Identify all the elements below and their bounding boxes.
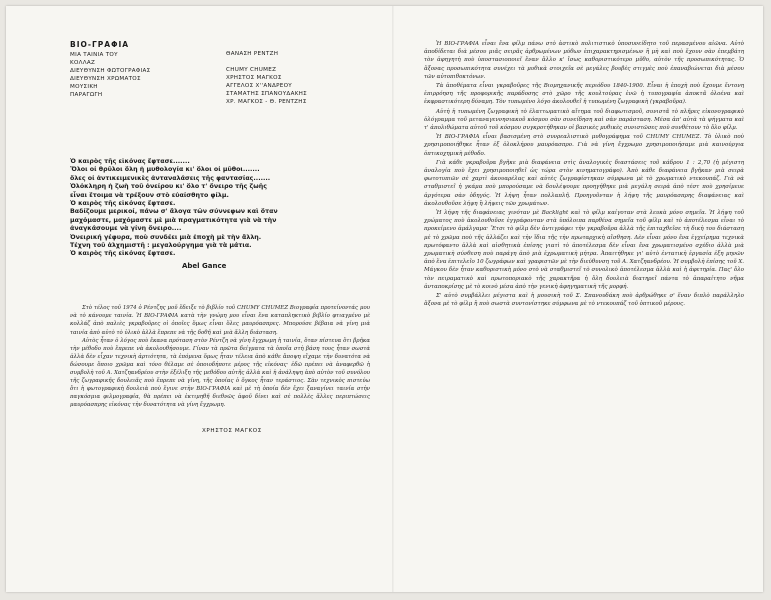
essay-paragraph: Ἡ ΒΙΟ-ΓΡΑΦΙΑ εἶναι ἕνα φίλμ πάνω στὸ ἀστικὸ πολιτιστικὸ ὑποσυνείδητο τοῦ περασμένου αἰῶνα. Αὐτὸ ἀποδίδεται διὰ μέσου μιᾶς σειρᾶς ἀρθρωμένων μύθων ἐπιχαρακτηρισμένων ἢ μὴ καὶ ποὺ ἔχουν σὰν ἐπεμβάτη τὸν ἀφηγητὴ ποὺ ὑποστασιοποιεῖ ἕναν ἄλλο κ' ἴσως καθοριστικότερο μῦθο, αὐτὸν τῆς προσωπικότητας. Ὁ ἄξονας προσωπικότητα συνέχει τὰ μυθικὰ στοιχεῖα σὲ μεγάλες βουβὲς στιγμὲς ποὺ ἐπαναβιώνεται διὰ μέσου τῶν αὐτοπιθοκτόνων. xyxy=(424,41,744,80)
essay-paragraph: Ἡ ΒΙΟ-ΓΡΑΦΙΑ εἶναι βασισμένη στὸ συνρεαλιστικὸ μυθογράφημα τοῦ CHUMY CHUMEZ. Τὸ ὑλικὸ ποὺ χρησιμοποιήθηκε ἦταν ἐξ ὁλοκλήρου μαυρόασπρο. Γιὰ νὰ γίνη ἔγχρωμο χρησιμοποιήσαμε μιὰ καινούργια ὀπτικοχημικὴ μέθοδο. xyxy=(424,134,744,157)
poem-quote xyxy=(70,158,370,270)
program-sheet xyxy=(6,6,763,592)
left-essay xyxy=(70,304,370,409)
credit-name: ΑΓΓΕΛΟΣ Χ''ΑΝΔΡΕΟΥ xyxy=(226,83,293,89)
poem-line: Ὁλόκληρη ἡ ζωὴ τοῦ ὀνείρου κι' ὅλο τ' ὄνειρο τῆς ζωῆς xyxy=(70,183,267,191)
credit-name: ΣΤΑΜΑΤΗΣ ΣΠΑΝΟΥΔΑΚΗΣ xyxy=(226,91,307,97)
poem-line: Βαδίζουμε μερικοί, πάνω σ' ἄλογα τῶν σύννεφων καὶ ὅταν xyxy=(70,208,278,216)
poem-line: Ὅλοι οἱ θρῦλοι ὅλη ἡ μυθολογία κι' ὅλοι οἱ μῦθοι....... xyxy=(70,166,260,174)
essay-paragraph: Γιὰ κάθε γκραβοῦρα βγῆκε μιὰ διαφάνεια στὶς ἀναλογικὲς διαστάσεις τοῦ κάδρου 1 : 2,70 (ἡ μέγιστη ἀναλογία ποὺ ἔχει χρησιμοποιηθεῖ ὡς τώρα στὸν κινηματογράφο). Ἀπὸ κάθε διαφάνεια βγῆκαν μιὰ σειρὰ φωτοτυπιῶν σὲ χαρτὶ ἀκουαρέλας καὶ αὐτὲς ζωγραφίστηκαν σύμφωνα μὲ τὸ χρωματικὸ ντεκουπάζ. Γιὰ νὰ σταθμιστεῖ ἡ γκάμα ποὺ μπορούσαμε νὰ δουλέψουμε προηγήθηκε μιὰ μεγάλη σειρὰ ἀπὸ τέστ ποὺ χρησίμευε ἀργότερα σὰν ὁδηγός. Ἡ λήψη ἦταν πολλαπλῆ. Προηγοῦνταν ἡ λήψη τῆς μαυρόασπρης διαφάνειας καὶ ἀκολουθοῦσε λήψη ἢ λήψεις τῶν χρωμάτων. xyxy=(424,159,744,207)
credit-role: ΜΙΑ ΤΑΙΝΙΑ ΤΟΥ xyxy=(70,52,118,58)
essay-paragraph: Στὸ τέλος τοῦ 1974 ὁ Ρέντζης μοῦ ἔδειξε τὸ βιβλίο τοῦ CHUMY CHUMEZ Βιογραφία προτείνοντάς μου νὰ τὸ κάνουμε ταινία. Ἡ ΒΙΟ-ΓΡΑΦΙΑ κατὰ τὴν γνώμη μου εἶναι ἕνα καταπληκτικὸ βιβλίο φτιαγμένο μὲ κολλάζ ἀπὸ παλιὲς γκραβοῦρες οἱ ὁποῖες ὅμως εἶναι ὅλες μαυρόασπρες. Μπορούσε βέβαια νὰ γίνη μιὰ ταινία ἀπὸ αὐτὸ τὸ ὑλικὸ ἀλλὰ ἔπρεπε νὰ τῆς δοθῆ καὶ μιὰ ἄλλη διάσταση. xyxy=(70,305,370,336)
poem-line: Ὁ καιρὸς τῆς εἰκόνας ἔφτασε. xyxy=(70,200,176,208)
essay-paragraph: Αὐτὴ ἡ τυπωμένη ζωγραφικὴ τὸ ἐλαττωματικὸ αἴτημα τοῦ διαφωτισμοῦ, συνιστᾶ τὸ πλῆρες εἰκονογραφικὸ ὁλόγραμμα τοῦ μεταναγεννησιακοῦ κόσμου σὰν συνείδηση καὶ σὰν παράσταση. Μέσα ἀπ' αὐτὰ τὰ ψήγματα καὶ τ' ἀπολιθώματα αὐτοῦ τοῦ κόσμου συγκροτήθηκαν οἱ βασικὲς μυθικὲς συνιστῶσες ποὺ συνθέτουν τὸ ὅλο φίλμ. xyxy=(424,108,744,132)
credit-names xyxy=(226,50,356,106)
signature: ΧΡΗΣΤΟΣ ΜΑΓΚΟΣ xyxy=(202,427,262,434)
credit-role: ΚΟΛΛΑΖ xyxy=(70,60,96,66)
credits-block xyxy=(70,51,370,106)
poem-author: Abel Gance xyxy=(182,261,227,270)
essay-paragraph: Τὰ ἀποθέματα εἶναι γκραβοῦρες τῆς Βιομηχανικῆς περιόδου 1840-1900. Εἶναι ἡ ἐποχὴ ποὺ ἔχουμε ἔντονη ἐπιρρόηση τῆς προφορικῆς παράδοσης στὸ χῶρο τῆς κουλτούρας ἐνῶ ἡ τυπογραφία ἀποκτᾶ ὁλοένα καὶ ἐκφραστικότερη δύναμη. Τὸν τυπωμένο λόγο ἀκολουθεῖ ἡ τυπωμένη ζωγραφικὴ (γκραβοῦρα). xyxy=(424,83,744,106)
poem-line: Ὀνειρική γέφυρα, ποὺ συνδέει μιὰ ἐποχὴ μὲ τὴν ἄλλη. xyxy=(70,233,262,241)
center-fold xyxy=(392,6,394,592)
poem-line: Ὁ καιρὸς τῆς εἰκόνας ἔφτασε. xyxy=(70,250,176,258)
poem-line: Τέχνη τοῦ ἀλχημιστῆ : μεγαλούργημα γιὰ τὰ μάτια. xyxy=(70,242,252,250)
essay-paragraph: Ἡ λήψη τῆς διαφάνειας γινόταν μὲ Backlight καὶ τὸ φίλμ καίγοταν στὰ λευκὰ μόνο σημεῖα. Ἡ λήψη τοῦ χρώματος ποὺ ἀκολουθοῦσε ἐγγράφονταν στὰ ὑπόλοιπα παρθένα σημεῖα τοῦ φίλμ καὶ τὸ ἀποτέλεσμα εἶναι τὸ προκείμενο ἀμάλγαμα· Ἔτσι τὸ φίλμ δὲν ἀντιγράφει τὴν γκραβοῦρα ἀλλὰ τῆς ἐπιταχθεῖσε τὴ δικὴ του διάσταση μὲ τὸ χρῶμα ποὺ τῆς ἀλλάζει καὶ τὴν ἴδια τῆς τὴν πρωταρχικὴ αἴσθηση. Δὲν εἶναι μόνο ἕνα ἐγχείρημα τεχνικὰ πρωτόφαντο ἀλλὰ καὶ αἰσθητικὰ ἐπίσης γιατὶ τὸ ἀποτέλεσμα δὲν εἶναι ἕνα χρωματισμένο σχέδιο ἀλλὰ μιὰ χρωματικὴ σύνθεση ποὺ παράγη ἀπὸ μιὰ ἐχρωματικὴ μήτρα. Ἀπαιτήθηκε γι' αὐτὸ ἐντατικὴ ἐργασία ἐξη μηνῶν ἀπὸ ἕνα ἐπιτελεῖο 10 ζωγράφων καὶ γραφιστῶν μὲ τὴν διεύθυνση τοῦ Α. Χατζηανδρέου. Ἡ συμβολὴ ἐπίσης τοῦ Χ. Μάγκου δὲν ἦταν καθοριστικὴ μόνο στὸ νὰ σταθμιστεῖ τὸ συνολικὸ ἀποτέλεσμα ἀλλὰ καὶ ἡ ἀφετηρία. Πας' ὅλο τὸν πειραματικὸ καὶ πρωτοποριακὸ τῆς χαρακτῆρα ἡ ὅλη δουλειὰ διατηρεῖ πάντα τὸ ἀπαραίτητο νῆμα ἀνταποκρίσης μὲ τὸ κοινὸ μέσα ἀπὸ τὴν γενικὴ ἀφηγηματικὴ τῆς μορφή. xyxy=(424,210,744,290)
credit-role: ΔΙΕΥΘΥΝΣΗ ΧΡΩΜΑΤΟΣ xyxy=(70,76,141,82)
right-page xyxy=(424,40,744,310)
poem-line: μαχόμαστε, μαχόμαστε μὲ μιὰ πραγματικότητα γιὰ νὰ τὴν xyxy=(70,216,277,224)
credit-role: ΔΙΕΥΘΥΝΣΗ ΦΩΤΟΓΡΑΦΙΑΣ xyxy=(70,68,151,74)
credit-role: ΠΑΡΑΓΩΓΗ xyxy=(70,92,103,98)
credit-role: ΜΟΥΣΙΚΗ xyxy=(70,84,98,90)
credit-name: CHUMY CHUMEZ xyxy=(226,67,277,73)
essay-paragraph: Αὐτὸς ἦταν ὁ λόγος ποὺ ἔκανα πρόταση στὸν Ρέντζη νὰ γίνη ἔγχρωμη ἡ ταινία, ὅταν πίστευα ὅτι βρῆκα τὴν μέθοδο ποὺ ἔπρεπε νὰ ἀκολουθήσουμε. Γίναν τὰ πρῶτα δείγματα τὰ ὁποῖα στὴ βάση τους ἦταν σωστὰ ἀλλὰ δὲν εἶχαν τεχνικὴ ἀρτιότητα, τὰ ἑπόμενα ὅμως ἦταν τέλεια ἀπὸ κάθε ἄποψη εἴχαμε τὴν δυνατότα νὰ δώσουμε ὅποιο χρῶμα καὶ τόνο θέλαμε σὲ ὁποιοδήποτε μέρος τῆς εἰκόνας· ἐδῶ πρέπει νὰ ἀναφερθῶ ἡ συμβολὴ τοῦ Α. Χατζηανδρέου στὴν ἐξέλιξη τῆς μεθόδου αὐτῆς ἀλλὰ καὶ ἡ ἀνάληψη ἀπὸ αὐτὸν τοῦ συνόλου τῆς ζωγραφικῆς δουλειᾶς ποὺ ἔπρεπε νὰ γίνη, τῆς ὁποίας ὁ ὄγκος ἦταν τεράστιος. Σὰν τεχνικὸς πιστεύω ὅτι ἡ φωτογραφικὴ δουλειὰ ποὺ ἔγινε στὴν ΒΙΟ-ΓΡΑΦΙΑ καὶ μὲ τὴ ὁποία δὲν ἔχει ξαναγίνει ταινία στὴν παγκόσμια φιλμογραφία, θὰ πρέπει νὰ ἐκτιμηθῆ διεθνῶς ἀφοῦ δίνει καὶ σὲ πολλὲς ἄλλες περιπτώσεις μαυρόασπρης εἰκόνας τὴν δυνατότητα νὰ γίνη ἔγχρωμη. xyxy=(70,337,370,409)
poem-line: εἶναι ἕτοιμα νὰ τρέξουν στὸ εὐαίσθητο φίλμ. xyxy=(70,191,229,199)
credit-name: ΘΑΝΑΣΗ ΡΕΝΤΖΗ xyxy=(226,51,279,57)
essay-paragraph: Σ' αὐτὸ συμβάλλει μέγιστα καὶ ἡ μουσικὴ τοῦ Σ. Σπανουδάκη ποὺ ἀρθρώθηκε σ' ἕναν διπλὸ παράλληλο ἄξονα μὲ τὸ φίλμ ἢ ποὺ σωστὰ συντονίστηκε σύμφωνα μὲ τὸ ντεκουπάζ τοῦ ὀπτικοῦ μέρους. xyxy=(424,293,744,308)
credit-name: ΧΡ. ΜΑΓΚΟΣ - Θ. ΡΕΝΤΖΗΣ xyxy=(226,99,307,105)
poem-line: Ὁ καιρὸς τῆς εἰκόνας ἔφτασε....... xyxy=(70,158,190,165)
credit-name xyxy=(226,58,356,66)
poem-line: ἀναγκάσουμε νὰ γίνη ὄνειρο.... xyxy=(70,225,182,233)
film-title: ΒΙΟ-ΓΡΑΦΙΑ xyxy=(70,40,130,49)
credit-roles xyxy=(70,51,174,106)
credit-name: ΧΡΗΣΤΟΣ ΜΑΓΚΟΣ xyxy=(226,75,282,81)
left-page xyxy=(70,40,370,434)
poem-line: ὅλες οἱ ἀντικειμενικὲς ἀνταναλάσεις τῆς φαντασίας....... xyxy=(70,174,271,182)
